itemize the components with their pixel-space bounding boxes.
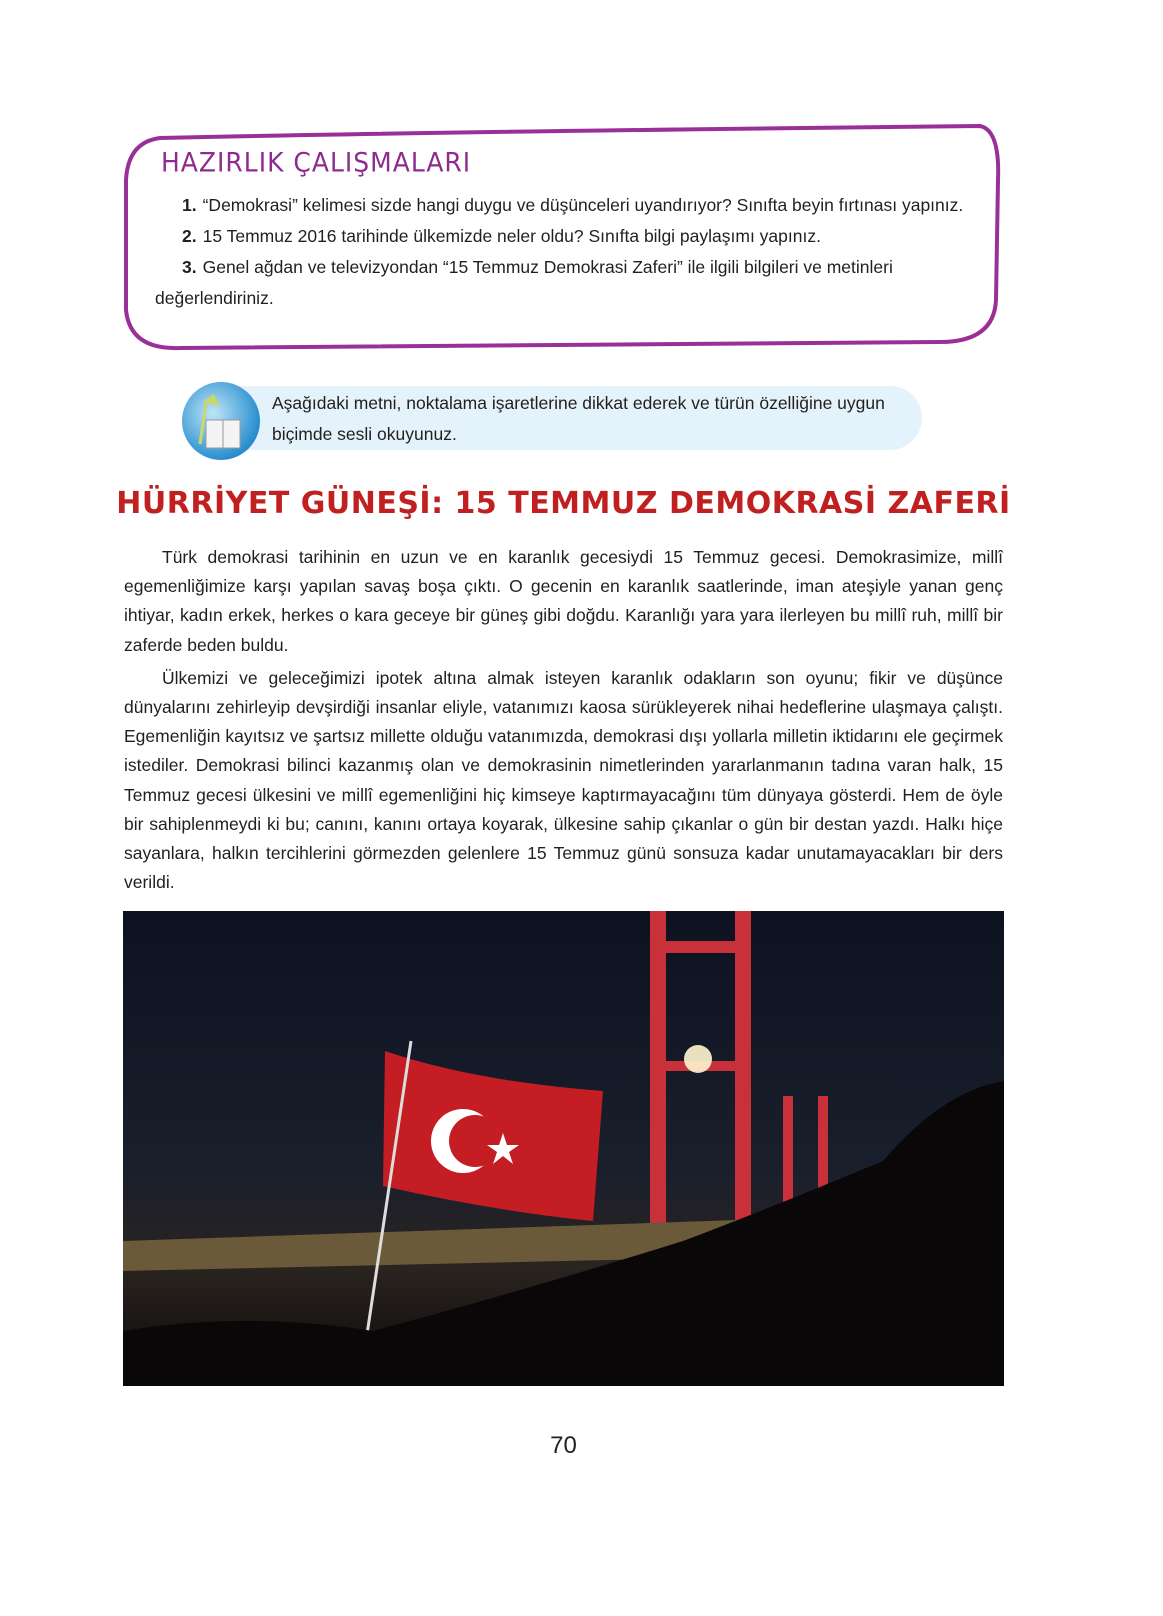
bridge-night-photo <box>123 911 1004 1386</box>
prep-item: 3. Genel ağdan ve televizyondan “15 Temmuz Demokrasi Zaferi” ile ilgili bilgileri ve metinleri değerlendiriniz. <box>155 257 893 308</box>
reading-instruction <box>200 386 922 450</box>
paragraph: Ülkemizi ve geleceğimizi ipotek altına almak isteyen karanlık odakların son oyunu; fikir ve düşünce dünyalarını zehirleyip devşirdiği insanlar eliyle, vatanımızı kaosa sürükleyerek nihai hedeflerine ulaşmaya çalıştı. Egemenliğin kayıtsız ve şartsız millette olduğu vatanımızda, demokrasi dışı yollarla milletin iktidarını ele geçirmek istediler. Demokrasi bilinci kazanmış olan ve demokrasinin nimetlerinden yararlanmanın tadına varan halk, 15 Temmuz gecesi ülkesini ve millî egemenliğini hiç kimseye kaptırmayacağını tüm dünyaya gösterdi. Hem de öyle bir sahiplenmeydi ki bu; canını, kanını ortaya koyarak, ülkesine sahip çıkanlar o gün bir destan yazdı. Halkı hiçe sayanlara, halkın tercihlerini görmezden gelenlere 15 Temmuz günü sonsuza kadar unutamayacakları bir ders verildi. <box>124 667 1003 893</box>
paragraph: Türk demokrasi tarihinin en uzun ve en karanlık gecesiydi 15 Temmuz gecesi. Demokrasimize, millî egemenliğimize karşı yapılan savaş boşa çıktı. O gecenin en karanlık saatlerinde, iman ateşiyle yanan genç ihtiyar, kadın erkek, herkes o kara geceye bir güneş gibi doğdu. Karanlığı yara yara ilerleyen bu millî ruh, millî bir zaferde beden buldu. <box>124 547 1003 655</box>
prep-item: 1. “Demokrasi” kelimesi sizde hangi duygu ve düşünceleri uyandırıyor? Sınıfta beyin fırtınası yapınız. <box>182 195 964 215</box>
preparation-box <box>125 128 1001 350</box>
story-body <box>124 543 1003 901</box>
prep-item: 2. 15 Temmuz 2016 tarihinde ülkemizde neler oldu? Sınıfta bilgi paylaşımı yapınız. <box>182 226 821 246</box>
instruction-text: Aşağıdaki metni, noktalama işaretlerine dikkat ederek ve türün özelliğine uygun biçimde sesli okuyunuz. <box>272 393 885 444</box>
preparation-title: HAZIRLIK ÇALIŞMALARI <box>161 147 472 178</box>
page-number: 70 <box>550 1432 577 1459</box>
story-title: HÜRRİYET GÜNEŞİ: 15 TEMMUZ DEMOKRASİ ZAFERİ <box>116 486 1011 521</box>
lamp-book-icon <box>182 382 260 460</box>
